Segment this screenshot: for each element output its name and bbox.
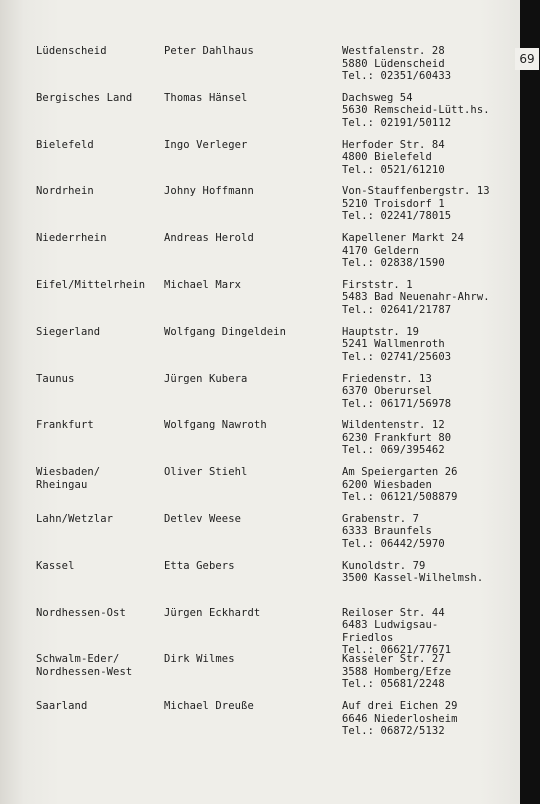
postal-address [342, 560, 540, 585]
postal-address-line: Tel.: 0521/61210 [342, 163, 445, 176]
contact-person: Michael Dreuße [164, 700, 254, 713]
postal-address-line: 6333 Braunfels [342, 525, 432, 538]
contact-person: Dirk Wilmes [164, 653, 235, 666]
directory-entry [36, 653, 516, 700]
postal-address [342, 513, 540, 551]
contact-person: Thomas Hänsel [164, 91, 248, 104]
postal-address-line: Tel.: 069/395462 [342, 444, 445, 457]
region-name [36, 92, 164, 105]
postal-address-line: Tel.: 05681/2248 [342, 678, 445, 691]
postal-address-line: Tel.: 02351/60433 [342, 70, 452, 82]
postal-address [342, 607, 540, 657]
postal-address-line: Kunoldstr. 79 [342, 559, 426, 572]
postal-address-line: Tel.: 06442/5970 [342, 537, 445, 550]
contact-person: Ingo Verleger [164, 138, 248, 151]
postal-address-line: Auf drei Eichen 29 [342, 700, 458, 713]
postal-address [342, 139, 540, 177]
directory-entry [36, 326, 516, 373]
postal-address [342, 45, 540, 83]
directory-entry [36, 92, 516, 139]
region-name [36, 232, 164, 245]
directory-entry [36, 700, 516, 747]
region-name [36, 607, 164, 620]
postal-address-line: 4170 Geldern [342, 244, 420, 257]
directory-entry [36, 279, 516, 326]
postal-address [342, 279, 540, 317]
region-name [36, 373, 164, 386]
postal-address [342, 232, 540, 270]
directory-entry [36, 373, 516, 420]
region-name [36, 560, 164, 573]
postal-address [342, 653, 540, 691]
directory-entry [36, 606, 516, 657]
postal-address [342, 185, 540, 223]
region-name-line: Lahn/Wetzlar [36, 512, 114, 525]
postal-address-line: Hauptstr. 19 [342, 325, 420, 338]
region-name-line: Wiesbaden/ [36, 466, 101, 479]
postal-address [342, 419, 540, 457]
postal-address-line: 5630 Remscheid-Lütt.hs. [342, 104, 490, 117]
postal-address-line: Tel.: 02191/50112 [342, 116, 452, 129]
postal-address-line: Kapellener Markt 24 [342, 232, 465, 245]
postal-address-line: 5241 Wallmenroth [342, 338, 445, 351]
postal-address-line: Am Speiergarten 26 [342, 466, 458, 479]
postal-address-line: Friedenstr. 13 [342, 372, 432, 385]
region-name-line: Siegerland [36, 325, 101, 338]
postal-address-line: 5210 Troisdorf 1 [342, 197, 445, 210]
contact-person: Etta Gebers [164, 559, 235, 572]
contact-person: Oliver Stiehl [164, 466, 248, 479]
directory-entry [36, 466, 516, 513]
region-name-line: Lüdenscheid [36, 45, 107, 57]
region-name [36, 700, 164, 713]
directory-entry [36, 419, 516, 466]
postal-address-line: 4800 Bielefeld [342, 151, 432, 164]
region-name-line: Nordhessen-West [36, 665, 133, 678]
region-name-line: Bergisches Land [36, 91, 133, 104]
directory-entry [36, 185, 516, 232]
postal-address [342, 326, 540, 364]
contact-person: Wolfgang Nawroth [164, 419, 267, 432]
postal-address-line: 3500 Kassel-Wilhelmsh. [342, 572, 484, 585]
postal-address-line: 5483 Bad Neuenahr-Ahrw. [342, 291, 490, 304]
contact-person: Detlev Weese [164, 512, 242, 525]
postal-address-line: 5880 Lüdenscheid [342, 57, 445, 70]
region-name [36, 326, 164, 339]
postal-address-line: Tel.: 02641/21787 [342, 303, 452, 316]
postal-address-line: Tel.: 02741/25603 [342, 350, 452, 363]
postal-address-line: 6370 Oberursel [342, 385, 432, 398]
postal-address-line: Firststr. 1 [342, 278, 413, 291]
postal-address-line: Friedlos [342, 631, 394, 644]
postal-address-line: Westfalenstr. 28 [342, 45, 445, 57]
region-name [36, 185, 164, 198]
contact-person: Andreas Herold [164, 232, 254, 245]
region-name-line: Nordhessen-Ost [36, 606, 126, 619]
directory-entry [36, 232, 516, 279]
postal-address [342, 92, 540, 130]
region-name [36, 466, 164, 491]
directory-entry [36, 513, 516, 560]
region-name-line: Frankfurt [36, 419, 94, 432]
contact-person: Jürgen Eckhardt [164, 606, 261, 619]
postal-address-line: Tel.: 06872/5132 [342, 725, 445, 738]
postal-address-line: 6646 Niederlosheim [342, 712, 458, 725]
postal-address [342, 466, 540, 504]
region-name [36, 45, 164, 58]
contact-person: Jürgen Kubera [164, 372, 248, 385]
postal-address-line: Tel.: 02241/78015 [342, 210, 452, 223]
postal-address-line: Tel.: 06171/56978 [342, 397, 452, 410]
region-name [36, 139, 164, 152]
postal-address-line: 6483 Ludwigsau- [342, 619, 439, 632]
postal-address-line: Kasseler Str. 27 [342, 653, 445, 666]
page-number: 69 [515, 48, 539, 70]
postal-address-line: 6230 Frankfurt 80 [342, 431, 452, 444]
contact-directory [36, 45, 516, 747]
directory-entry [36, 560, 516, 607]
region-name-line: Saarland [36, 700, 88, 713]
contact-person: Johny Hoffmann [164, 185, 254, 198]
region-name [36, 279, 164, 292]
postal-address [342, 700, 540, 738]
contact-person: Peter Dahlhaus [164, 45, 254, 57]
postal-address [342, 373, 540, 411]
postal-address-line: Von-Stauffenbergstr. 13 [342, 185, 490, 198]
region-name [36, 653, 164, 678]
directory-entry [36, 139, 516, 186]
postal-address-line: Grabenstr. 7 [342, 512, 420, 525]
region-name-line: Nordrhein [36, 185, 94, 198]
postal-address-line: Wildentenstr. 12 [342, 419, 445, 432]
postal-address-line: Tel.: 02838/1590 [342, 257, 445, 270]
region-name-line: Niederrhein [36, 232, 107, 245]
contact-person: Michael Marx [164, 278, 242, 291]
region-name-line: Taunus [36, 372, 75, 385]
region-name-line: Eifel/Mittelrhein [36, 278, 146, 291]
region-name [36, 513, 164, 526]
postal-address-line: Herfoder Str. 84 [342, 138, 445, 151]
region-name-line: Bielefeld [36, 138, 94, 151]
region-name [36, 419, 164, 432]
contact-person: Wolfgang Dingeldein [164, 325, 287, 338]
region-name-line: Schwalm-Eder/ [36, 653, 120, 666]
region-name-line: Rheingau [36, 478, 88, 491]
region-name-line: Kassel [36, 559, 75, 572]
postal-address-line: 6200 Wiesbaden [342, 478, 432, 491]
postal-address-line: Tel.: 06621/77671 [342, 644, 452, 657]
directory-entry [36, 45, 516, 92]
postal-address-line: 3588 Homberg/Efze [342, 665, 452, 678]
postal-address-line: Reiloser Str. 44 [342, 606, 445, 619]
postal-address-line: Dachsweg 54 [342, 91, 413, 104]
postal-address-line: Tel.: 06121/508879 [342, 491, 458, 504]
